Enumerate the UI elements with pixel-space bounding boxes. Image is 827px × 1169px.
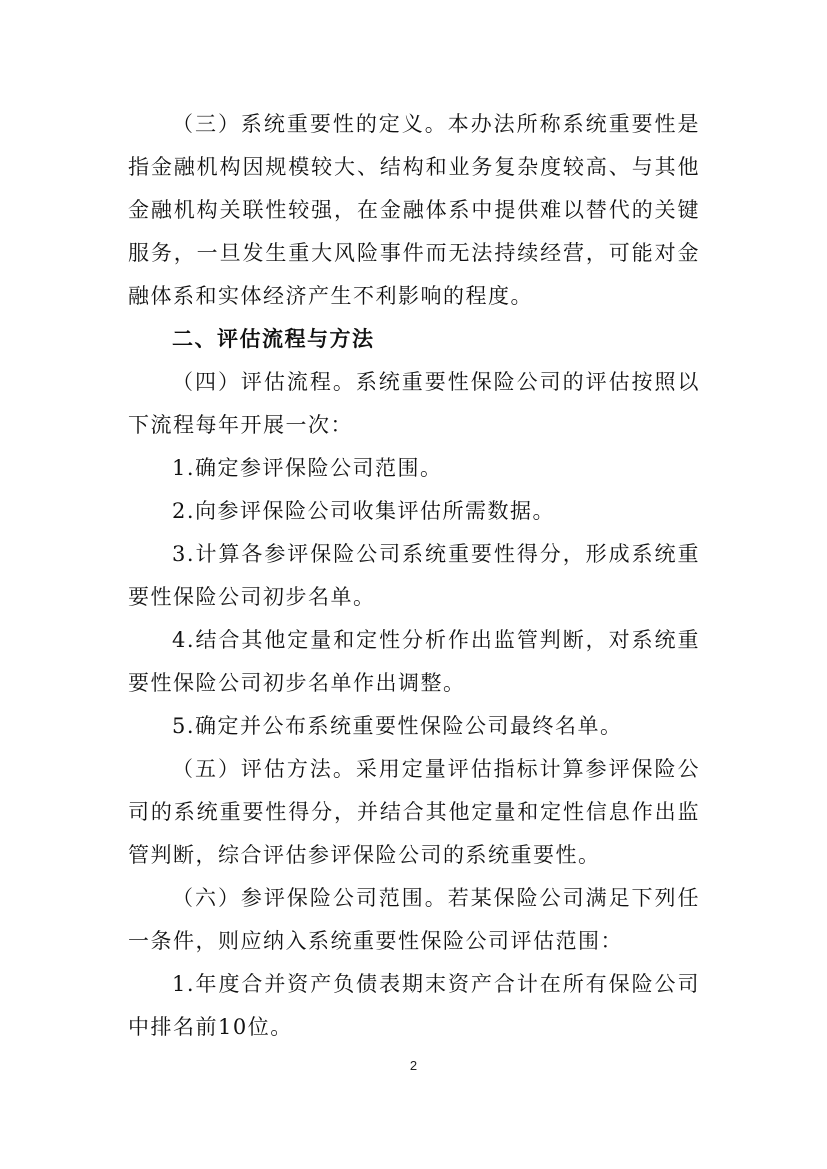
paragraph-evaluation-process: （四）评估流程。系统重要性保险公司的评估按照以下流程每年开展一次： xyxy=(128,370,700,437)
list-item-5: 5.确定并公布系统重要性保险公司最终名单。 xyxy=(172,714,623,738)
scope-item-1: 1.年度合并资产负债表期末资产合计在所有保险公司中排名前10位。 xyxy=(128,972,700,1039)
list-item-2: 2.向参评保险公司收集评估所需数据。 xyxy=(172,499,556,523)
paragraph-scope: （六）参评保险公司范围。若某保险公司满足下列任一条件，则应纳入系统重要性保险公司评估范围： xyxy=(128,886,700,953)
list-item-3: 3.计算各参评保险公司系统重要性得分，形成系统重要性保险公司初步名单。 xyxy=(128,542,700,609)
paragraph-evaluation-method: （五）评估方法。采用定量评估指标计算参评保险公司的系统重要性得分，并结合其他定量和定性信息作出监管判断，综合评估参评保险公司的系统重要性。 xyxy=(128,757,700,867)
paragraph-definition: （三）系统重要性的定义。本办法所称系统重要性是指金融机构因规模较大、结构和业务复杂度较高、与其他金融机构关联性较强，在金融体系中提供难以替代的关键服务，一旦发生重大风险事件而无法持续经营，可能对金融体系和实体经济产生不利影响的程度。 xyxy=(128,112,700,308)
section-heading: 二、评估流程与方法 xyxy=(172,327,375,351)
list-item-4: 4.结合其他定量和定性分析作出监管判断，对系统重要性保险公司初步名单作出调整。 xyxy=(128,628,700,695)
page-number: 2 xyxy=(409,1058,418,1073)
list-item-1: 1.确定参评保险公司范围。 xyxy=(172,456,443,480)
